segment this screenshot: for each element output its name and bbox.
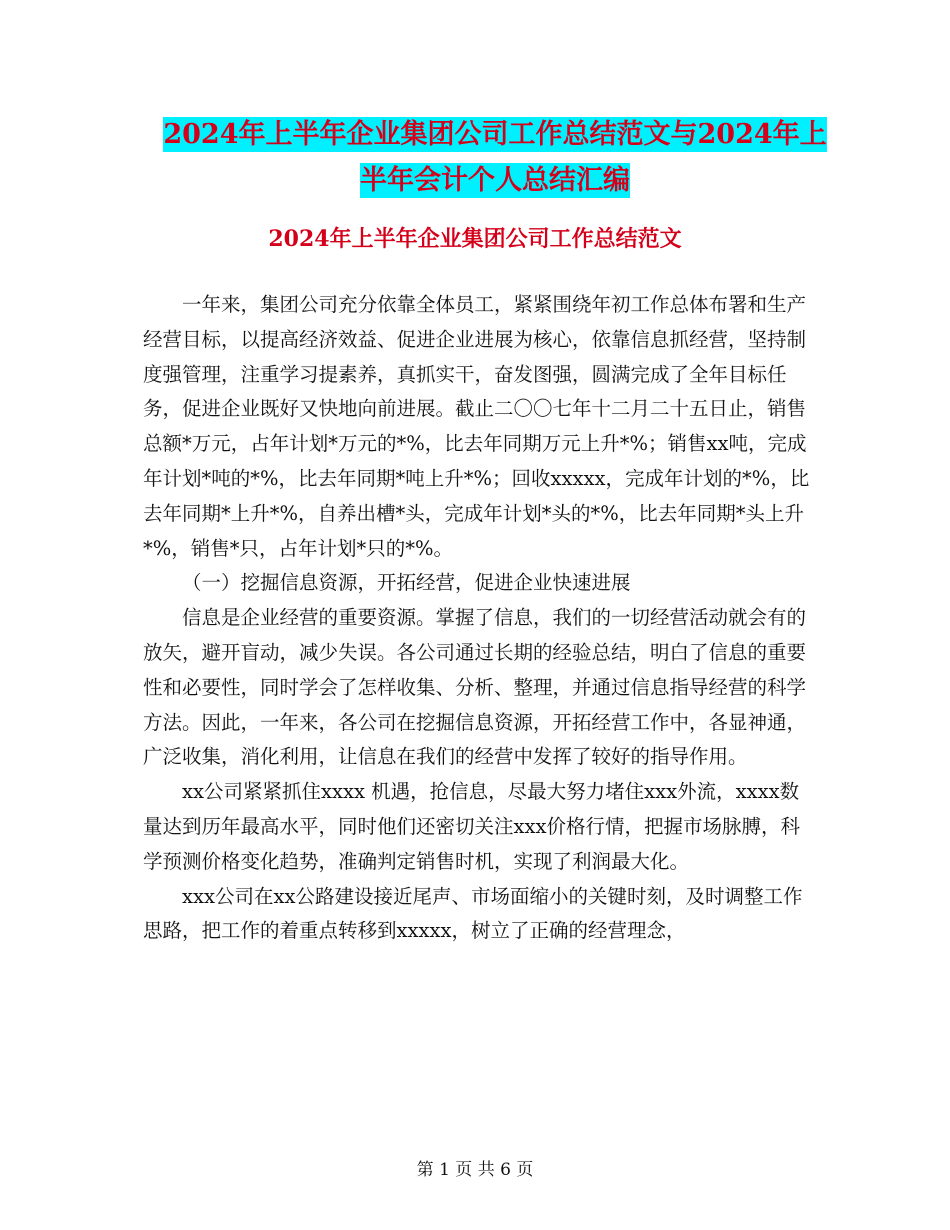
document-title — [140, 112, 850, 204]
paragraph-company-xxx: xxx公司在xx公路建设接近尾声、市场面缩小的关键时刻，及时调整工作思路，把工作的着重点转移到xxxxx，树立了正确的经营理念， — [143, 884, 803, 943]
section-title: 2024年上半年企业集团公司工作总结范文 — [268, 226, 682, 252]
document-title-line-2: 半年会计个人总结汇编 — [360, 165, 630, 196]
paragraph-intro: 一年来，集团公司充分依靠全体员工，紧紧围绕年初工作总体布署和生产经营目标，以提高经济效益、促进企业进展为核心，依靠信息抓经营，坚持制度强管理，注重学习提素养，真抓实干，奋发图强，圆满完成了全年目标任务，促进企业既好又快地向前进展。截止二〇〇七年十二月二十五日止，销售总额*万元，占年计划*万元的*%，比去年同期万元上升*%；销售xx吨，完成年计划*吨的*%，比去年同期*吨上升*%；回收xxxxx，完成年计划的*%，比去年同期*上升*%，自养出槽*头，完成年计划*头的*%，比去年同期*头上升*%，销售*只，占年计划*只的*%。 — [143, 293, 810, 560]
paragraph-information: 信息是企业经营的重要资源。掌握了信息，我们的一切经营活动就会有的放矢，避开盲动，减少失误。各公司通过长期的经验总结，明白了信息的重要性和必要性，同时学会了怎样收集、分析、整理，并通过信息指导经营的科学方法。因此，一年来，各公司在挖掘信息资源，开拓经营工作中，各显神通，广泛收集，消化利用，让信息在我们的经营中发挥了较好的指导作用。 — [143, 606, 807, 769]
paragraph-heading-1: （一）挖掘信息资源，开拓经营，促进企业快速进展 — [182, 571, 631, 595]
page-number-footer: 第 1 页 共 6 页 — [416, 1160, 534, 1180]
paragraph-company-xx: xx公司紧紧抓住xxxx 机遇，抢信息，尽最大努力堵住xxx外流，xxxx数量达到历年最高水平，同时他们还密切关注xxx价格行情，把握市场脉膊，科学预测价格变化趋势，准确判定销售时机，实现了利润最大化。 — [143, 780, 800, 873]
document-body — [143, 288, 813, 949]
document-title-line-1: 2024年上半年企业集团公司工作总结范文与2024年上 — [163, 119, 827, 150]
